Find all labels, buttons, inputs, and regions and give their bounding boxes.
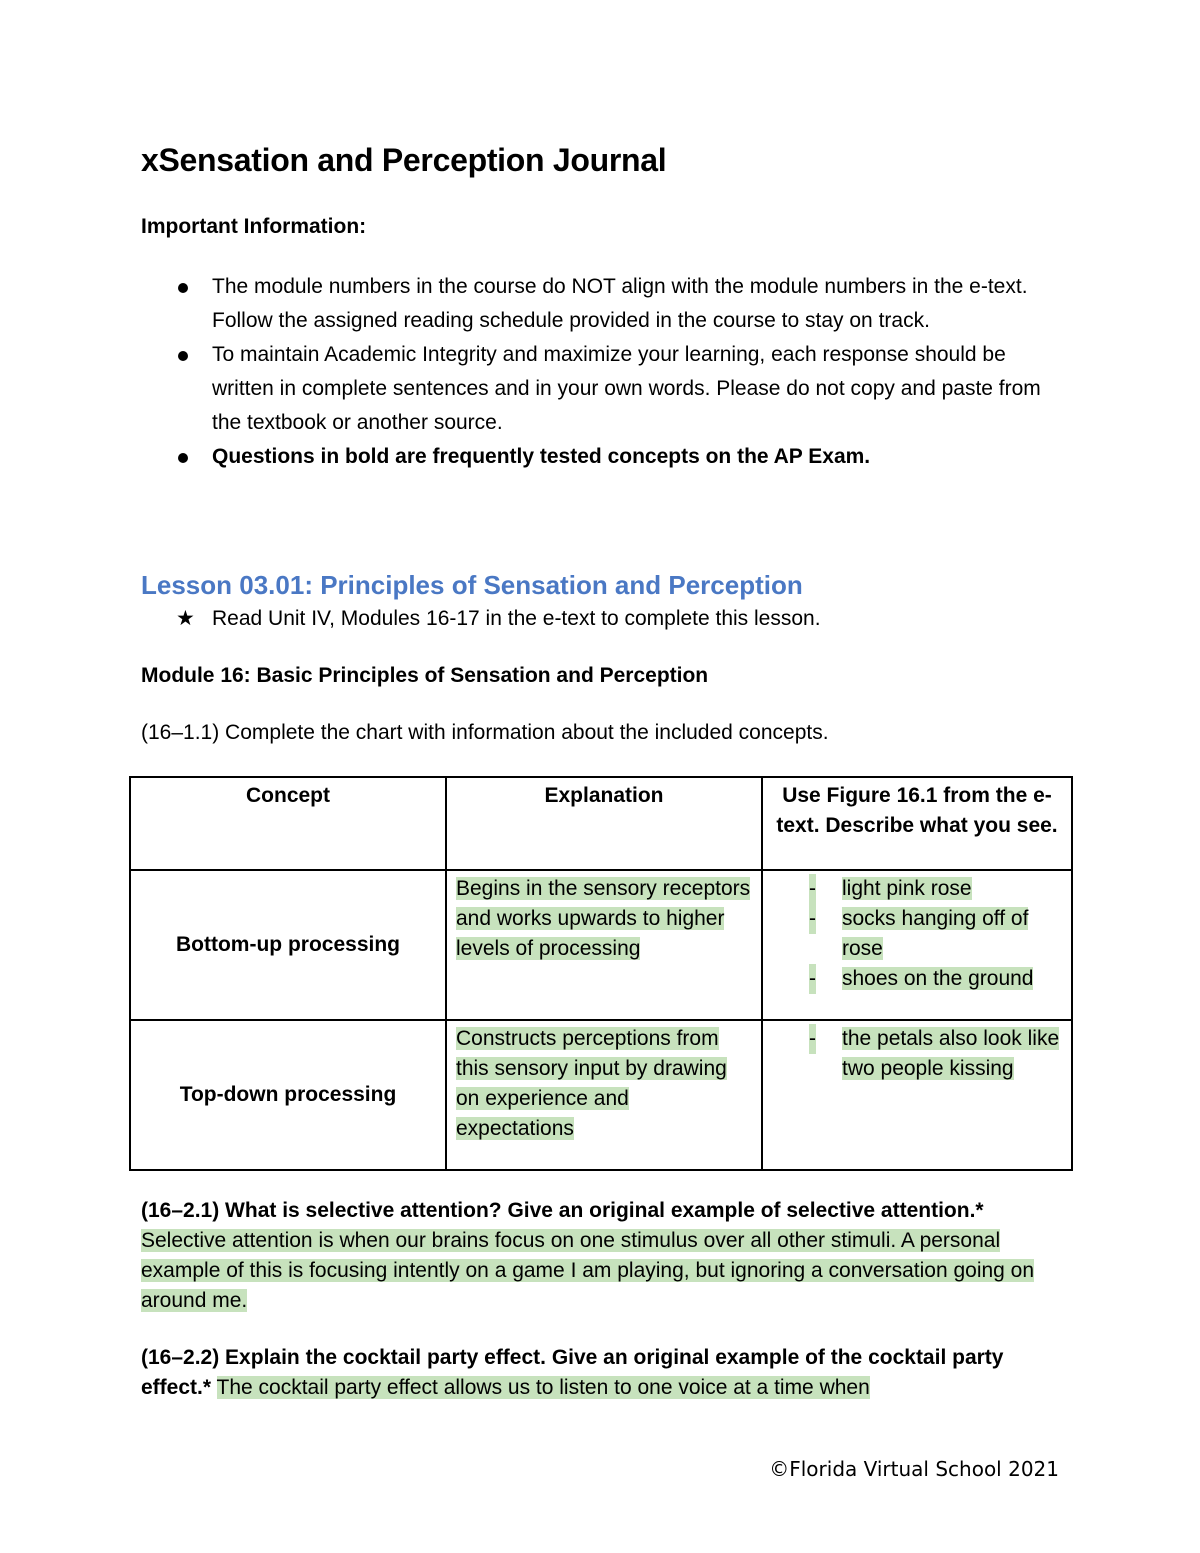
lesson-heading: Lesson 03.01: Principles of Sensation and Perception <box>141 570 803 600</box>
important-list <box>141 270 1051 474</box>
page-title: xSensation and Perception Journal <box>141 142 667 178</box>
list-item: - the petals also look like two people kissing <box>763 1024 1061 1084</box>
table-row <box>130 870 1072 1020</box>
table-header: Concept <box>130 777 446 870</box>
info-item <box>141 270 1051 338</box>
bullet-icon <box>178 283 188 293</box>
table-header-row <box>130 777 1072 870</box>
concept-cell: Bottom-up processing <box>130 870 446 1020</box>
reading-note <box>176 606 821 631</box>
answer-highlight: Constructs perceptions from this sensory input by drawing on experience and expectations <box>456 1027 727 1140</box>
bullet-icon <box>178 453 188 463</box>
list-item: - socks hanging off of rose <box>763 904 1061 964</box>
observation-list <box>763 871 1071 994</box>
explanation-cell <box>446 1020 762 1170</box>
table-header: Use Figure 16.1 from the e-text. Describe what you see. <box>762 777 1072 870</box>
question-text: (16–2.1) What is selective attention? Give an original example of selective attention.* <box>141 1199 984 1222</box>
star-icon: ★ <box>176 607 195 630</box>
table-header: Explanation <box>446 777 762 870</box>
bullet-icon <box>178 351 188 361</box>
observation-cell <box>762 1020 1072 1170</box>
dash-icon: - <box>809 964 816 994</box>
reading-note-text: Read Unit IV, Modules 16-17 in the e-text to complete this lesson. <box>212 607 821 630</box>
concept-chart <box>129 776 1073 1171</box>
list-item: - light pink rose <box>763 874 1061 904</box>
info-item-text: To maintain Academic Integrity and maximize your learning, each response should be written in complete sentences and in your own words. Please do not copy and paste from the textbook or another source. <box>212 343 1041 434</box>
answer-highlight: Begins in the sensory receptors and works upwards to higher levels of processing <box>456 877 751 960</box>
important-heading: Important Information: <box>141 215 367 238</box>
observation-cell <box>762 870 1072 1020</box>
info-item <box>141 338 1051 440</box>
question-16-2-2 <box>141 1343 1061 1403</box>
info-item-text: Questions in bold are frequently tested concepts on the AP Exam. <box>212 445 871 468</box>
module-heading: Module 16: Basic Principles of Sensation and Perception <box>141 664 709 687</box>
answer-text: The cocktail party effect allows us to listen to one voice at a time when <box>216 1376 870 1399</box>
info-item-text: The module numbers in the course do NOT align with the module numbers in the e-text. Follow the assigned reading schedule provided in the course to stay on track. <box>212 275 1028 332</box>
footer-copyright: ©Florida Virtual School 2021 <box>769 1457 1059 1481</box>
dash-icon: - <box>809 904 816 934</box>
observation-list <box>763 1021 1071 1084</box>
question-16-1-1: (16–1.1) Complete the chart with information about the included concepts. <box>141 721 829 744</box>
question-text: (16–2.2) Explain the cocktail party effect. Give an original example of the cocktail party effect.* <box>141 1346 1004 1399</box>
question-16-2-1 <box>141 1196 1061 1316</box>
dash-icon: - <box>809 874 816 904</box>
table-row <box>130 1020 1072 1170</box>
info-item <box>141 440 1051 474</box>
answer-text: Selective attention is when our brains focus on one stimulus over all other stimuli. A personal example of this is focusing intently on a game I am playing, but ignoring a conversation going on around me. <box>141 1229 1035 1312</box>
concept-cell: Top-down processing <box>130 1020 446 1170</box>
dash-icon: - <box>809 1024 816 1054</box>
explanation-cell <box>446 870 762 1020</box>
list-item: - shoes on the ground <box>763 964 1061 994</box>
